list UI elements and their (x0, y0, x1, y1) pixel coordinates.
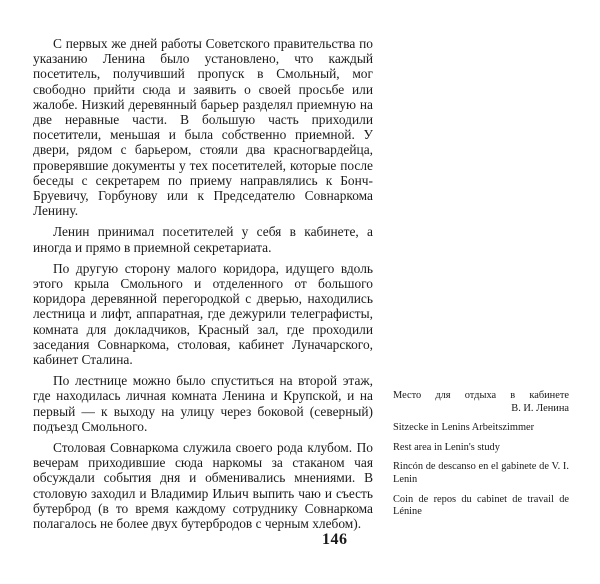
photo-captions (393, 390, 569, 526)
paragraph-staircase: По лестнице можно было спуститься на второй этаж, где находилась личная комната Ленина и Крупской, и на первый — к выходу на улицу через боковой (северный) подъезд Смольного. (33, 373, 373, 434)
caption-russian (393, 390, 569, 415)
page-number: 146 (322, 531, 348, 548)
caption-russian-line1: Место для отдыха в кабинете (393, 390, 569, 401)
caption-french: Coin de repos du cabinet de travail de Lénine (393, 493, 569, 518)
paragraph-dining-room: Столовая Совнаркома служила своего рода клубом. По вечерам приходившие сюда наркомы за стаканом чая обсуждали события дня и обменивались мнениями. В столовую заходил и Владимир Ильич выпить чаю и съесть бутерброд (в то время каждому сотруднику Совнаркома полагалось не более двух бутербродов с черным хлебом). (33, 440, 373, 532)
caption-german: Sitzecke in Lenins Arbeitszimmer (393, 422, 535, 434)
caption-spanish: Rincón de descanso en el gabinete de V. I. Lenin (393, 461, 569, 485)
caption-russian-line2: В. И. Ленина (511, 402, 569, 414)
caption-english: Rest area in Lenin's study (393, 441, 500, 453)
paragraph-corridor: По другую сторону малого коридора, идущего вдоль этого крыла Смольного и отделенного от большого коридора деревянной перегородкой с дверью, находились лестница и лифт, аппаратная, где дежурили телеграфисты, комната для докладчиков, Красный зал, где проходили заседания Совнаркома, столовая, кабинет Луначарского, кабинет Сталина. (33, 260, 373, 368)
paragraph-reception: С первых же дней работы Советского правительства по указанию Ленина было установлено, что каждый посетитель, получивший пропуск в Смольный, мог свободно прийти сюда и заявить о своей просьбе или жалобе. Низкий деревянный барьер разделял приемную на две неравные части. В большую часть приходили посетители, меньшая и была собственно приемной. У двери, рядом с барьером, стояли два красногвардейца, проверявшие документы у тех посетителей, которые после беседы с секретарем по приему направлялись к Бонч-Бруевичу, Горбунову или к Председателю Совнаркома Ленину. (33, 36, 373, 219)
paragraph-lenin-visitors: Ленин принимал посетителей у себя в кабинете, а иногда и прямо в приемной секретариата. (33, 224, 373, 255)
main-text-column (33, 36, 373, 537)
